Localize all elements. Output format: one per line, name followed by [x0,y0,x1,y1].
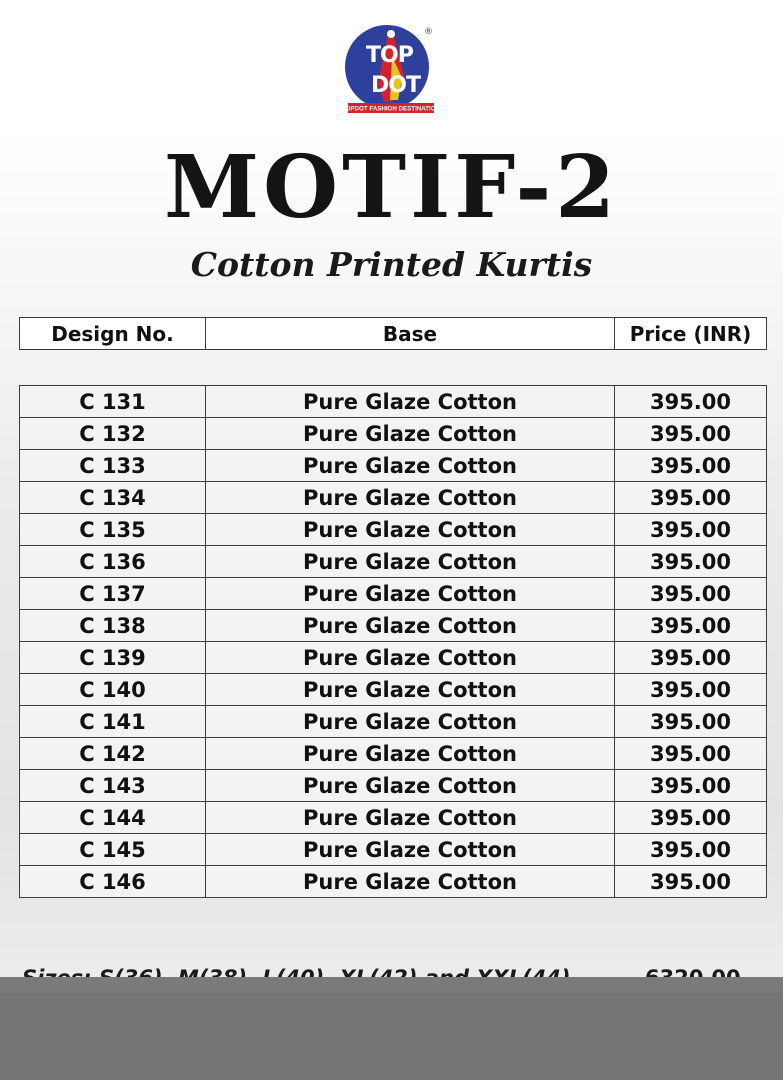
base-cell: Pure Glaze Cotton [206,738,615,770]
table-row [20,738,767,770]
design-no-cell: C 131 [20,386,206,418]
table-row [20,642,767,674]
price-cell: 395.00 [615,578,767,610]
design-no-cell: C 141 [20,706,206,738]
price-cell: 395.00 [615,514,767,546]
design-no-cell: C 140 [20,674,206,706]
price-cell: 395.00 [615,770,767,802]
design-no-cell: C 144 [20,802,206,834]
base-cell: Pure Glaze Cotton [206,866,615,898]
table-row [20,578,767,610]
price-cell: 395.00 [615,674,767,706]
price-cell: 395.00 [615,866,767,898]
design-no-cell: C 139 [20,642,206,674]
table-row [20,834,767,866]
base-cell: Pure Glaze Cotton [206,802,615,834]
logo-letters-top: TOP [366,43,413,68]
price-cell: 395.00 [615,706,767,738]
base-cell: Pure Glaze Cotton [206,770,615,802]
base-cell: Pure Glaze Cotton [206,514,615,546]
design-no-cell: C 136 [20,546,206,578]
table-row [20,706,767,738]
design-no-cell: C 134 [20,482,206,514]
table-row [20,514,767,546]
design-no-cell: C 142 [20,738,206,770]
collection-subtitle: Cotton Printed Kurtis [190,245,593,284]
logo-registered-mark: ® [424,27,433,37]
price-table-header [19,317,767,350]
table-row [20,770,767,802]
logo-letters-bottom: DOT [371,73,420,98]
header-price: Price (INR) [615,318,767,350]
price-cell: 395.00 [615,386,767,418]
design-no-cell: C 133 [20,450,206,482]
base-cell: Pure Glaze Cotton [206,610,615,642]
price-cell: 395.00 [615,642,767,674]
design-no-cell: C 143 [20,770,206,802]
base-cell: Pure Glaze Cotton [206,546,615,578]
base-cell: Pure Glaze Cotton [206,418,615,450]
design-no-cell: C 146 [20,866,206,898]
table-row [20,450,767,482]
price-cell: 395.00 [615,738,767,770]
design-no-cell: C 132 [20,418,206,450]
price-cell: 395.00 [615,546,767,578]
table-row [20,418,767,450]
base-cell: Pure Glaze Cotton [206,386,615,418]
base-cell: Pure Glaze Cotton [206,578,615,610]
header-design-no: Design No. [20,318,206,350]
price-cell: 395.00 [615,610,767,642]
price-cell: 395.00 [615,482,767,514]
table-row [20,674,767,706]
base-cell: Pure Glaze Cotton [206,834,615,866]
header-base: Base [206,318,615,350]
price-cell: 395.00 [615,834,767,866]
table-row [20,482,767,514]
base-cell: Pure Glaze Cotton [206,482,615,514]
table-row [20,610,767,642]
price-cell: 395.00 [615,418,767,450]
base-cell: Pure Glaze Cotton [206,450,615,482]
table-row [20,386,767,418]
price-cell: 395.00 [615,450,767,482]
base-cell: Pure Glaze Cotton [206,706,615,738]
table-row [20,802,767,834]
collection-title: MOTIF-2 [163,137,620,238]
price-cell: 395.00 [615,802,767,834]
base-cell: Pure Glaze Cotton [206,674,615,706]
design-no-cell: C 145 [20,834,206,866]
base-cell: Pure Glaze Cotton [206,642,615,674]
price-table [19,385,767,898]
design-no-cell: C 138 [20,610,206,642]
topdot-logo [340,22,440,116]
table-row [20,866,767,898]
logo-tagline: TOPDOT FASHION DESTINATION [341,105,440,113]
table-row [20,546,767,578]
design-no-cell: C 135 [20,514,206,546]
bottom-overlay-band-lower [0,993,783,1080]
design-no-cell: C 137 [20,578,206,610]
